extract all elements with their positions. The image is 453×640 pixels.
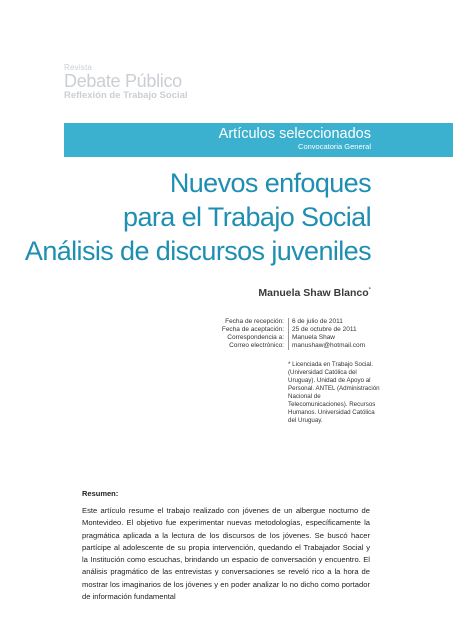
meta-label: Correspondencia a: [227, 334, 284, 341]
section-subtitle: Convocatoria General [298, 142, 371, 151]
meta-value: 6 de julio de 2011 [288, 318, 343, 326]
section-title: Artículos seleccionados [218, 126, 371, 142]
meta-label: Correo electrónico: [229, 342, 284, 349]
article-metadata [200, 318, 365, 350]
meta-value: Manuela Shaw [288, 334, 335, 342]
meta-row-email [200, 342, 365, 350]
abstract-text: Este artículo resume el trabajo realizado con jóvenes de un albergue nocturno de Montevideo. El objetivo fue experimentar nuevas metodologías, específicamente la pragmática aplicada a la lectura de los discursos de los jóvenes. Se buscó hacer partícipe al adolescente de su propia intervención, quedando el Trabajador Social y la Institución como escuchas, brindando un espacio de conversación y encuentro. El análisis pragmático de las entrevistas y conversaciones se reveló rico a la hora de mostrar los imaginarios de los jóvenes y en poder analizar lo no dicho como portador de información fundamental [82, 506, 370, 602]
article-title-line: para el Trabajo Social [123, 202, 371, 232]
author-name-block [258, 287, 371, 299]
meta-value: manushaw@hotmail.com [288, 342, 365, 350]
meta-row-correspondence [200, 334, 365, 342]
journal-title: Debate Público [64, 71, 182, 91]
journal-masthead [64, 64, 188, 101]
meta-label: Fecha de aceptación: [221, 326, 284, 333]
meta-row-received [200, 318, 365, 326]
abstract-heading: Resumen: [82, 489, 119, 498]
journal-subtitle: Reflexión de Trabajo Social [64, 90, 188, 101]
author-footnote: * Licenciada en Trabajo Social. (Universidad Católica del Uruguay). Unidad de Apoyo al Personal. ANTEL (Administración Nacional de Telecomunicaciones). Recursos Humanos. Universidad Católica del Uruguay. [288, 361, 380, 424]
article-title [25, 166, 371, 268]
meta-row-accepted [200, 326, 365, 334]
author-footnote-mark: * [368, 287, 371, 294]
meta-value: 25 de octubre de 2011 [288, 326, 357, 334]
meta-label: Fecha de recepción: [225, 318, 284, 325]
article-title-line: Análisis de discursos juveniles [24, 236, 371, 266]
section-band [64, 123, 453, 157]
masthead-small-label: Revista [64, 63, 93, 72]
article-title-line: Nuevos enfoques [169, 168, 371, 198]
author-name: Manuela Shaw Blanco [258, 287, 369, 299]
